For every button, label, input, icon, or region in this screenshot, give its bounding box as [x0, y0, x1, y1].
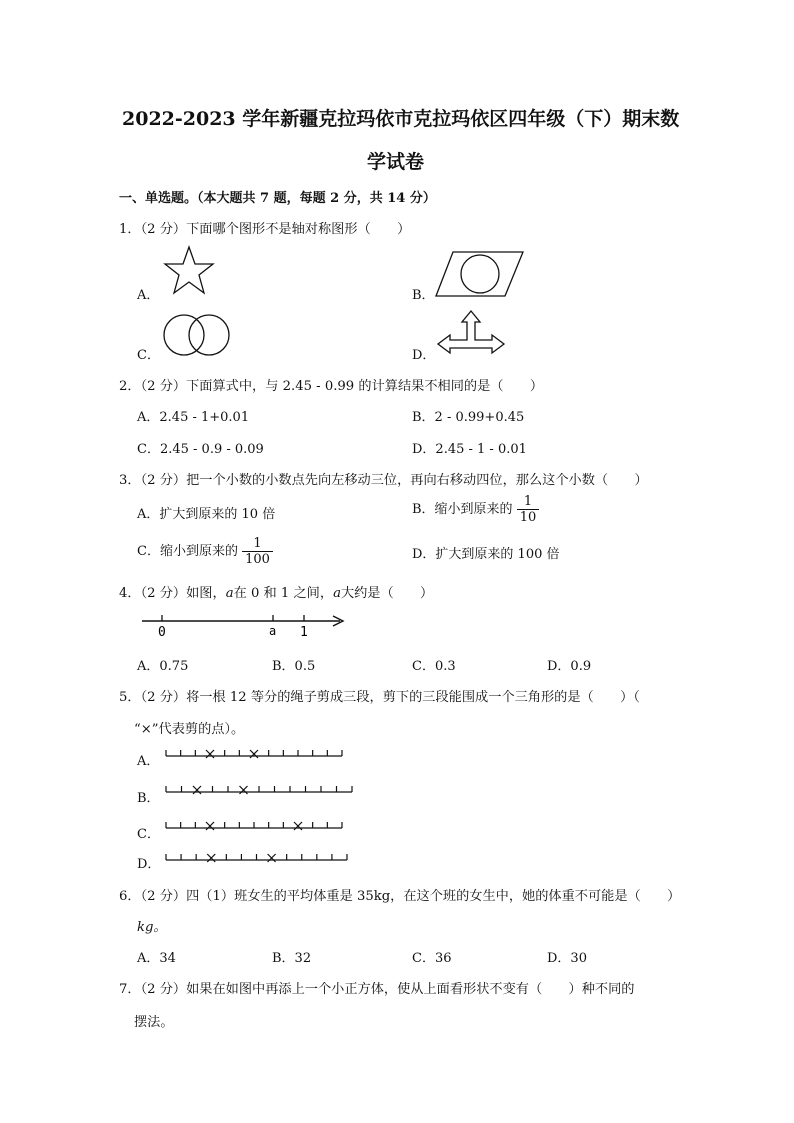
question-6-stem-line1: 6．（2 分）四（1）班女生的平均体重是 35kg，在这个班的女生中，她的体重不可能是（ ） — [119, 889, 681, 904]
q1-option-c: C． — [137, 348, 160, 363]
question-5-stem-line2: “×”代表剪的点）。 — [134, 722, 245, 737]
q1-option-a: A． — [137, 288, 160, 303]
q4-option-d: D．0.9 — [547, 659, 592, 674]
fraction — [242, 536, 273, 567]
rope-figure-a — [164, 744, 344, 760]
q5-option-d: D． — [137, 857, 161, 872]
question-5-stem-line1: 5．（2 分）将一根 12 等分的绳子剪成三段，剪下的三段能围成一个三角形的是（ ）（ — [119, 690, 640, 705]
q4-option-a: A．0.75 — [137, 659, 189, 674]
page-title-line1: 2022-2023 学年新疆克拉玛依市克拉玛依区四年级（下）期末数 — [122, 108, 680, 130]
q2-option-a: A．2.45 - 1+0.01 — [137, 410, 250, 425]
rope-figure-c — [164, 816, 344, 832]
parallelogram-circle-figure — [435, 250, 525, 298]
star-figure — [163, 245, 215, 297]
q4-variable: a — [333, 586, 341, 601]
denominator: 10 — [519, 510, 537, 525]
number-line-one: 1 — [300, 625, 308, 640]
q1-option-b: B． — [412, 288, 435, 303]
q4-stem-pre: 4．（2 分）如图， — [119, 586, 226, 601]
rope-figure-b — [164, 780, 354, 796]
three-way-arrow-figure — [436, 310, 506, 356]
q4-variable: a — [225, 586, 234, 601]
fraction — [517, 494, 540, 525]
q6-option-b: B．32 — [272, 951, 312, 966]
page-title-line2: 学试卷 — [367, 151, 425, 173]
q4-option-c: C．0.3 — [412, 659, 456, 674]
q5-option-a: A． — [137, 754, 160, 769]
q4-stem-mid: 在 0 和 1 之间， — [233, 586, 334, 601]
question-2-stem: 2．（2 分）下面算式中，与 2.45 - 0.99 的计算结果不相同的是（ ） — [119, 379, 544, 394]
rope-figure-d — [164, 848, 349, 864]
q3-option-d: D．扩大到原来的 100 倍 — [412, 547, 560, 562]
q3-option-b-prefix: B．缩小到原来的 — [412, 502, 513, 517]
q5-option-b: B． — [137, 791, 160, 806]
question-3-stem: 3．（2 分）把一个小数的小数点先向左移动三位，再向右移动四位，那么这个小数（ ） — [119, 473, 648, 488]
q5-option-c: C． — [137, 827, 160, 842]
section-heading: 一、单选题。（本大题共 7 题，每题 2 分，共 14 分） — [119, 191, 436, 206]
question-6-stem-line2: kg。 — [137, 920, 167, 935]
q2-option-b: B．2 - 0.99+0.45 — [412, 410, 525, 425]
numerator: 1 — [517, 494, 540, 510]
q2-option-d: D．2.45 - 1 - 0.01 — [412, 442, 527, 457]
q3-option-c — [137, 536, 273, 567]
denominator: 100 — [245, 552, 270, 567]
q4-option-b: B．0.5 — [272, 659, 316, 674]
q6-option-d: D．30 — [547, 951, 587, 966]
q3-option-c-prefix: C．缩小到原来的 — [137, 544, 238, 559]
q3-option-b — [412, 494, 539, 525]
q6-option-c: C．36 — [412, 951, 452, 966]
q3-option-a: A．扩大到原来的 10 倍 — [137, 507, 276, 522]
number-line-a: a — [269, 624, 277, 638]
q6-option-a: A．34 — [137, 951, 176, 966]
question-7-stem-line2: 摆法。 — [134, 1015, 174, 1030]
question-4-stem — [119, 582, 433, 601]
number-line-figure — [140, 610, 350, 640]
q2-option-c: C．2.45 - 0.9 - 0.09 — [137, 442, 264, 457]
question-1-stem: 1．（2 分）下面哪个图形不是轴对称图形（ ） — [119, 222, 411, 237]
number-line-zero: 0 — [158, 625, 166, 640]
numerator: 1 — [242, 536, 273, 552]
question-7-stem-line1: 7．（2 分）如果在如图中再添上一个小正方体，使从上面看形状不变有（ ）种不同的 — [119, 982, 635, 997]
two-circles-figure — [162, 312, 232, 358]
q4-stem-post: 大约是（ ） — [340, 586, 434, 601]
q1-option-d: D． — [412, 348, 436, 363]
